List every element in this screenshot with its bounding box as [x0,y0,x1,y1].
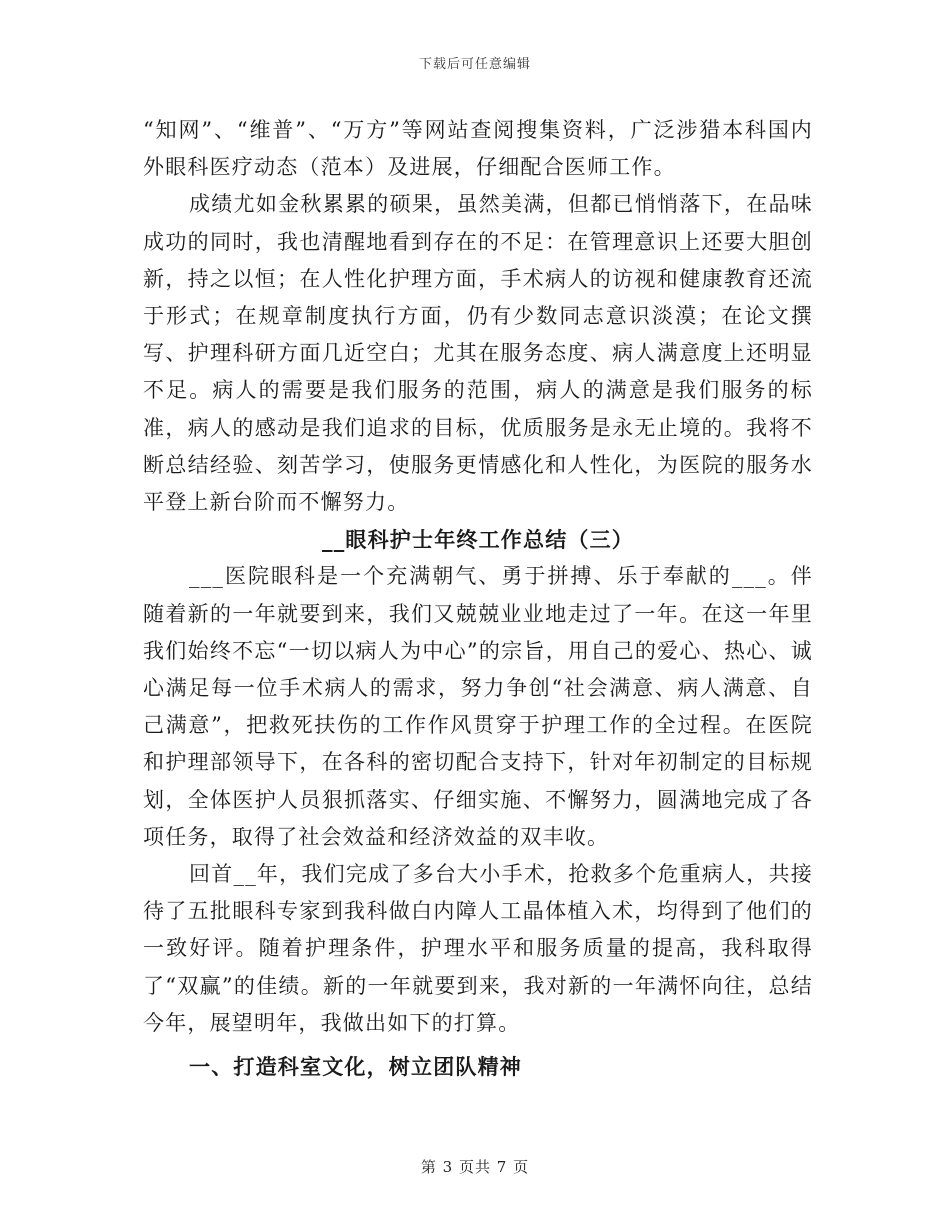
paragraph-review: 回首__年，我们完成了多台大小手术，抢救多个危重病人，共接待了五批眼科专家到我科做白内障人工晶体植入术，均得到了他们的一致好评。随着护理条件，护理水平和服务质量的提高，我科取得了“双赢”的佳绩。新的一年就要到来，我对新的一年满怀向往，总结今年，展望明年，我做出如下的打算。 [143,862,813,1035]
paragraph-continued: “知网”、“维普”、“万方”等网站查阅搜集资料，广泛涉猎本科国内外眼科医疗动态（范本）及进展，仔细配合医师工作。 [143,118,813,180]
document-body [143,112,813,1085]
section-title: __眼科护士年终工作总结（三） [322,527,634,553]
subsection-heading: 一、打造科室文化，树立团队精神 [189,1054,522,1080]
page-header-note: 下载后可任意编辑 [418,57,531,72]
paragraph-shortcomings: 成绩尤如金秋累累的硕果，虽然美满，但都已悄悄落下，在品味成功的同时，我也清醒地看到存在的不足：在管理意识上还要大胆创新，持之以恒；在人性化护理方面，手术病人的访视和健康教育还流于形式；在规章制度执行方面，仍有少数同志意识淡漠；在论文撰写、护理科研方面几近空白；尤其在服务态度、病人满意度上还明显不足。病人的需要是我们服务的范围，病人的满意是我们服务的标准，病人的感动是我们追求的目标，优质服务是永无止境的。我将不断总结经验、刻苦学习，使服务更情感化和人性化，为医院的服务水平登上新台阶而不懈努力。 [143,192,813,515]
paragraph-introduction: ___医院眼科是一个充满朝气、勇于拼搏、乐于奉献的___。伴随着新的一年就要到来，我们又兢兢业业地走过了一年。在这一年里我们始终不忘“一切以病人为中心”的宗旨，用自己的爱心、热心、诚心满足每一位手术病人的需求，努力争创“社会满意、病人满意、自己满意”，把救死扶伤的工作作风贯穿于护理工作的全过程。在医院和护理部领导下，在各科的密切配合支持下，针对年初制定的目标规划，全体医护人员狠抓落实、仔细实施、不懈努力，圆满地完成了各项任务，取得了社会效益和经济效益的双丰收。 [143,564,813,849]
page-number: 第 3 页共 7 页 [420,1158,530,1176]
